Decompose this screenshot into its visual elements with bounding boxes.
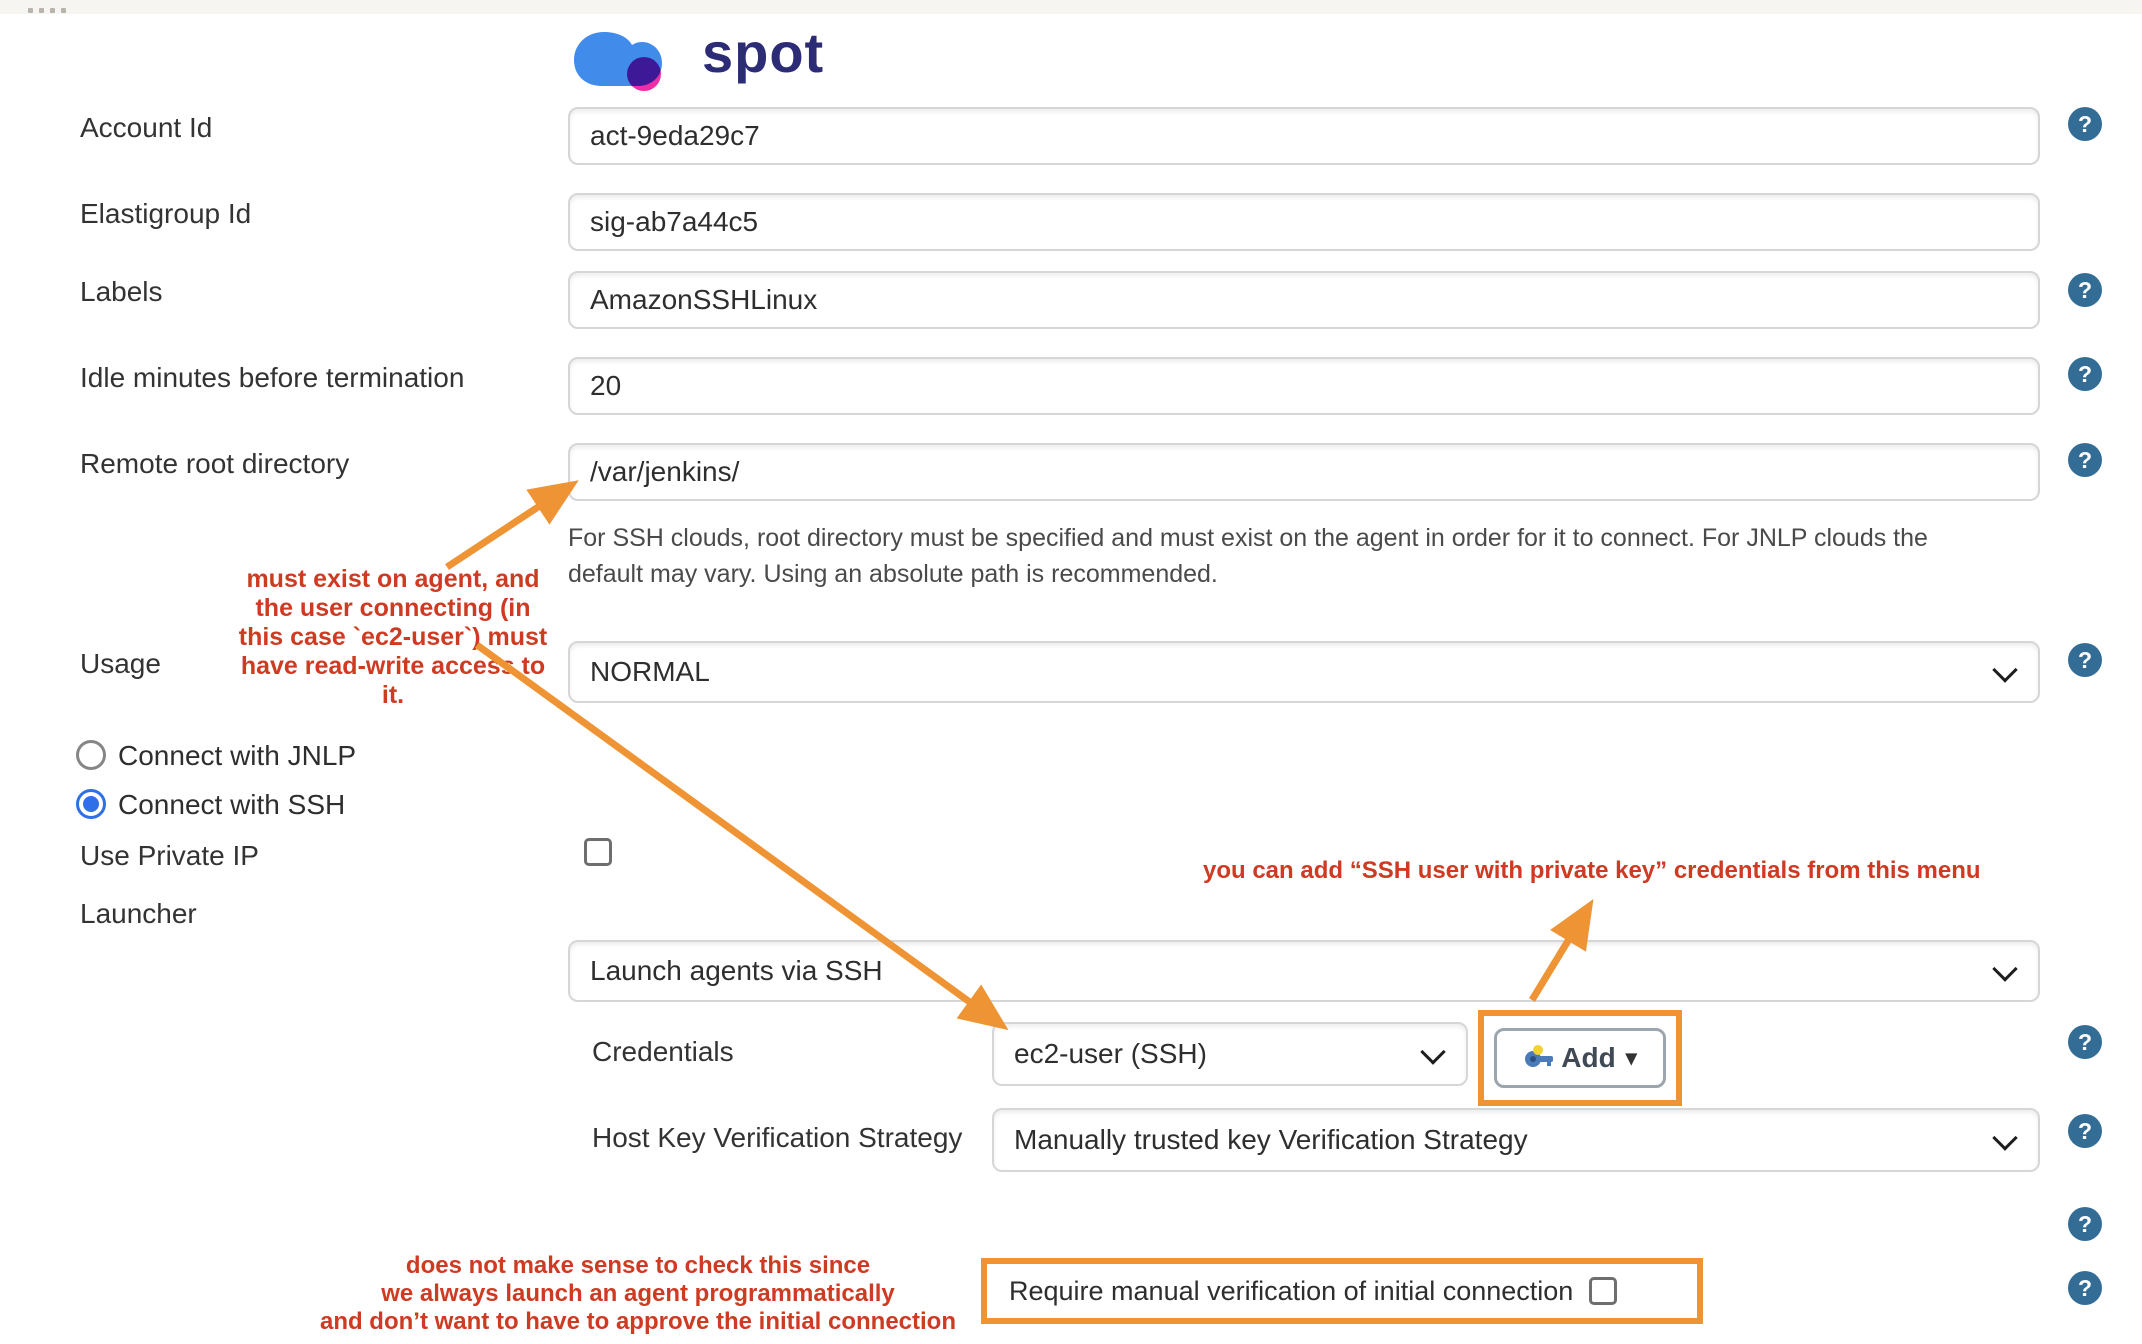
elastigroup-id-input[interactable] (568, 193, 2040, 251)
usage-select-value: NORMAL (590, 656, 710, 687)
credentials-select[interactable] (992, 1022, 1468, 1086)
labels-input[interactable] (568, 271, 2040, 329)
help-icon-host-key[interactable]: ? (2068, 1114, 2102, 1148)
help-icon-remote-root[interactable]: ? (2068, 443, 2102, 477)
help-icon-account-id[interactable]: ? (2068, 107, 2102, 141)
launcher-select[interactable] (568, 940, 2040, 1002)
brand-name: spot (702, 21, 825, 84)
account-id-input[interactable] (568, 107, 2040, 165)
launcher-label: Launcher (80, 898, 197, 929)
chevron-down-icon (1992, 657, 2017, 682)
usage-select[interactable] (568, 641, 2040, 703)
key-icon (1523, 1045, 1555, 1071)
launcher-select-value: Launch agents via SSH (590, 955, 883, 986)
host-key-strategy-label: Host Key Verification Strategy (592, 1122, 963, 1153)
spot-logo (566, 14, 986, 98)
credentials-label: Credentials (592, 1036, 734, 1067)
radio-connect-jnlp[interactable] (76, 740, 106, 770)
help-icon-require-manual[interactable]: ? (2068, 1271, 2102, 1305)
require-manual-label[interactable]: Require manual verification of initial connection (1009, 1275, 1574, 1306)
radio-connect-ssh-label[interactable]: Connect with SSH (118, 789, 346, 820)
help-icon-usage[interactable]: ? (2068, 643, 2102, 677)
elastigroup-id-label: Elastigroup Id (80, 198, 252, 229)
labels-label: Labels (80, 276, 163, 307)
credentials-select-value: ec2-user (SSH) (1014, 1038, 1207, 1069)
remote-root-label: Remote root directory (80, 448, 350, 479)
add-credentials-button[interactable] (1494, 1028, 1666, 1088)
help-icon-credentials[interactable]: ? (2068, 1025, 2102, 1059)
top-strip (0, 0, 2142, 14)
idle-minutes-input[interactable] (568, 357, 2040, 415)
use-private-ip-checkbox[interactable] (584, 838, 612, 866)
annotation-require-manual-note: does not make sense to check this since we always launch an agent programmatically and don’t want to have to approve the initial connection (319, 1252, 957, 1335)
usage-label: Usage (80, 648, 161, 679)
arrow-to-remote-root-input (447, 486, 570, 567)
require-manual-checkbox[interactable] (1589, 1277, 1617, 1305)
annotation-box-require-manual (981, 1258, 1703, 1324)
help-icon-labels[interactable]: ? (2068, 273, 2102, 307)
help-icon-verification[interactable]: ? (2068, 1207, 2102, 1241)
help-icon-idle-minutes[interactable]: ? (2068, 357, 2102, 391)
account-id-label: Account Id (80, 112, 213, 143)
host-key-strategy-select-value: Manually trusted key Verification Strategy (1014, 1124, 1528, 1155)
annotation-remote-root-note: must exist on agent, and the user connecting (in this case `ec2-user`) must have read-write access to it. (238, 565, 548, 709)
annotation-credentials-note: you can add “SSH user with private key” credentials from this menu (1203, 857, 1981, 884)
idle-minutes-label: Idle minutes before termination (80, 362, 465, 393)
use-private-ip-label[interactable]: Use Private IP (80, 840, 259, 871)
remote-root-input[interactable] (568, 443, 2040, 501)
host-key-strategy-select[interactable] (992, 1108, 2040, 1172)
chevron-down-icon (1992, 1125, 2017, 1150)
radio-connect-jnlp-label[interactable]: Connect with JNLP (118, 740, 357, 771)
spot-cloud-icon (566, 18, 702, 98)
caret-down-icon: ▾ (1625, 1045, 1637, 1070)
radio-connect-ssh[interactable] (76, 789, 106, 819)
remote-root-help-text: For SSH clouds, root directory must be specified and must exist on the agent in order for it to connect. For JNLP clouds the default may vary. Using an absolute path is recommended. (568, 524, 1928, 588)
add-button-label: Add (1561, 1042, 1616, 1073)
chevron-down-icon (1420, 1039, 1445, 1064)
chevron-down-icon (1992, 956, 2017, 981)
drag-handle-dots (28, 8, 88, 16)
